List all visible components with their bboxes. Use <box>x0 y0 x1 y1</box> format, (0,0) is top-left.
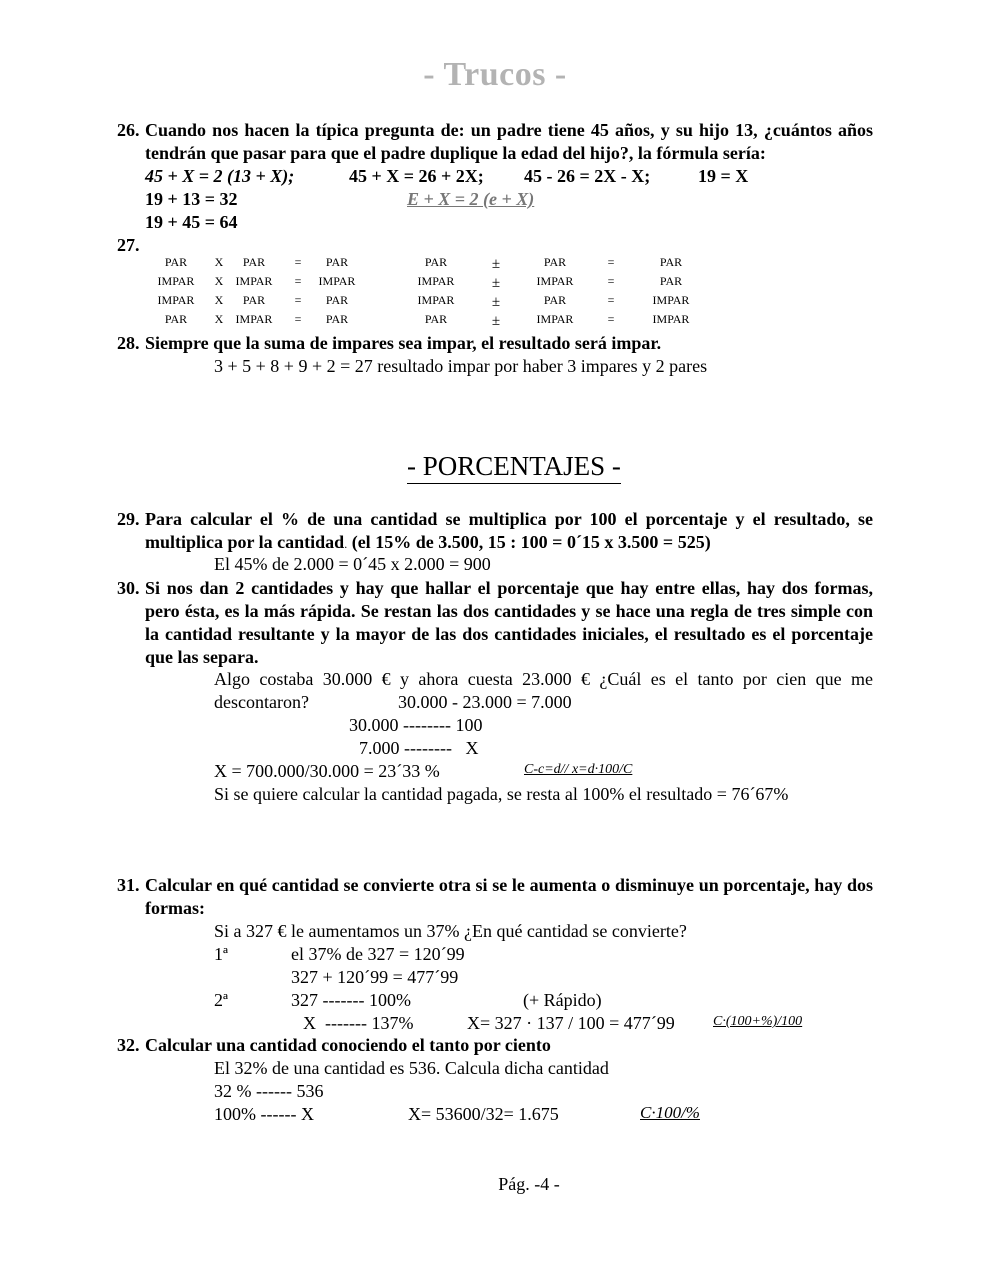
item-number-31: 31. <box>117 875 140 895</box>
page-number: Pág. -4 - <box>498 1174 560 1194</box>
item-31-question: Si a 327 € le aumentamos un 37% ¿En qué cantidad se convierte? <box>214 921 687 941</box>
item-30-text: Si nos dan 2 cantidades y hay que hallar el porcentaje que hay entre ellas, hay dos formas, pero ésta, es la más rápida. Se restan las dos cantidades y se hace una regla de tres simple con la cantidad resultante y la mayor de las dos cantidades iniciales, el resultado es el porcentaje que las separa. <box>145 578 873 667</box>
mult-cell-r2-c2: X <box>214 274 224 288</box>
method-2-formula: C·(100+%)/100 <box>713 1014 803 1029</box>
formula-1: 45 + X = 2 (13 + X); <box>145 166 295 186</box>
sum-cell-r3-c5: IMPAR <box>652 293 690 307</box>
sum-cell-r1-c3: PAR <box>543 255 567 269</box>
sum-cell-r2-c5: PAR <box>659 274 683 288</box>
item-28-example: 3 + 5 + 8 + 9 + 2 = 27 resultado impar por haber 3 impares y 2 pares <box>214 356 708 376</box>
formula-general: E + X = 2 (e + X) <box>407 189 535 209</box>
item-30-example-line1: Algo costaba 30.000 € y ahora cuesta 23.000 € ¿Cuál es el tanto por cien que me <box>214 669 873 689</box>
item-30-note: Si se quiere calcular la cantidad pagada, se resta al 100% el resultado = 76´67% <box>214 784 789 804</box>
mult-cell-r4-c1: PAR <box>164 312 188 326</box>
item-29-text-tail: (el 15% de 3.500, 15 : 100 = 0´15 x 3.500 = 525) <box>347 532 711 552</box>
mult-cell-r4-c4: = <box>294 312 302 326</box>
sum-cell-r4-c2: ± <box>491 313 501 329</box>
item-30-rule-line2: 7.000 -------- X <box>359 738 479 758</box>
method-2-line2: X ------- 137% <box>303 1013 414 1033</box>
mult-cell-r2-c3: IMPAR <box>235 274 273 288</box>
item-number-28: 28. <box>117 333 140 353</box>
sum-cell-r2-c1: IMPAR <box>417 274 455 288</box>
item-number-27: 27. <box>117 235 140 255</box>
section-title-text: - PORCENTAJES - <box>407 451 621 481</box>
item-32-formula: C·100/% <box>640 1103 700 1122</box>
item-26-text: Cuando nos hacen la típica pregunta de: un padre tiene 45 años, y su hijo 13, ¿cuántos años tendrán que pasar para que el padre duplique la edad del hijo?, la fórmula sería: <box>145 120 873 163</box>
sum-cell-r1-c4: = <box>607 255 615 269</box>
sum-cell-r3-c3: PAR <box>543 293 567 307</box>
mult-cell-r2-c5: IMPAR <box>318 274 356 288</box>
item-number-32: 32. <box>117 1035 140 1055</box>
sum-cell-r3-c2: ± <box>491 294 501 310</box>
item-30-result: X = 700.000/30.000 = 23´33 % <box>214 761 440 781</box>
item-29-text-main: Para calcular el % de una cantidad se multiplica por 100 el porcentaje y el resultado, se multiplica por la cantidad <box>145 509 873 552</box>
mult-cell-r1-c2: X <box>214 255 224 269</box>
mult-cell-r2-c1: IMPAR <box>157 274 195 288</box>
item-30-rule-line1: 30.000 -------- 100 <box>349 715 483 735</box>
item-32-calc: X= 53600/32= 1.675 <box>408 1104 559 1124</box>
formula-4: 19 = X <box>698 166 749 186</box>
sum-cell-r3-c4: = <box>607 293 615 307</box>
mult-cell-r3-c3: PAR <box>242 293 266 307</box>
item-number-26: 26. <box>117 120 140 140</box>
item-30-example-line2b: 30.000 - 23.000 = 7.000 <box>398 692 572 712</box>
sum-cell-r4-c1: PAR <box>424 312 448 326</box>
item-32-rule-line2: 100% ------ X <box>214 1104 314 1124</box>
method-2-note: (+ Rápido) <box>523 990 602 1010</box>
mult-cell-r4-c5: PAR <box>325 312 349 326</box>
formula-2: 45 + X = 26 + 2X; <box>349 166 484 186</box>
mult-cell-r3-c1: IMPAR <box>157 293 195 307</box>
method-2-line1: 327 ------- 100% <box>291 990 411 1010</box>
method-1-line2: 327 + 120´99 = 477´99 <box>291 967 459 987</box>
mult-cell-r1-c3: PAR <box>242 255 266 269</box>
sum-cell-r1-c1: PAR <box>424 255 448 269</box>
formula-7: 19 + 45 = 64 <box>145 212 238 232</box>
mult-cell-r4-c2: X <box>214 312 224 326</box>
item-32-example: El 32% de una cantidad es 536. Calcula dicha cantidad <box>214 1058 609 1078</box>
sum-cell-r4-c3: IMPAR <box>536 312 574 326</box>
mult-cell-r3-c4: = <box>294 293 302 307</box>
item-30-example-line2a: descontaron? <box>214 692 309 712</box>
mult-cell-r1-c1: PAR <box>164 255 188 269</box>
section-title <box>407 451 621 484</box>
method-2-calc: X= 327 · 137 / 100 = 477´99 <box>467 1013 675 1033</box>
sum-cell-r1-c5: PAR <box>659 255 683 269</box>
item-32-rule-line1: 32 % ------ 536 <box>214 1081 324 1101</box>
mult-cell-r1-c5: PAR <box>325 255 349 269</box>
sum-cell-r2-c3: IMPAR <box>536 274 574 288</box>
sum-cell-r2-c4: = <box>607 274 615 288</box>
item-32-text: Calcular una cantidad conociendo el tanto por ciento <box>145 1035 551 1055</box>
item-number-30: 30. <box>117 578 140 598</box>
sum-cell-r2-c2: ± <box>491 275 501 291</box>
sum-cell-r4-c5: IMPAR <box>652 312 690 326</box>
sum-cell-r3-c1: IMPAR <box>417 293 455 307</box>
method-1-label: 1ª <box>214 944 228 964</box>
sum-cell-r1-c2: ± <box>491 256 501 272</box>
item-29-example: El 45% de 2.000 = 0´45 x 2.000 = 900 <box>214 554 491 574</box>
method-2-label: 2ª <box>214 990 228 1010</box>
method-1-line1: el 37% de 327 = 120´99 <box>291 944 465 964</box>
item-29-text <box>145 508 873 556</box>
mult-cell-r2-c4: = <box>294 274 302 288</box>
mult-cell-r3-c2: X <box>214 293 224 307</box>
formula-3: 45 - 26 = 2X - X; <box>524 166 651 186</box>
sum-cell-r4-c4: = <box>607 312 615 326</box>
mult-cell-r4-c3: IMPAR <box>235 312 273 326</box>
mult-cell-r1-c4: = <box>294 255 302 269</box>
item-26-formula-row <box>145 165 294 188</box>
page-header-title: - Trucos - <box>423 56 567 93</box>
item-30-formula: C-c=d// x=d·100/C <box>524 762 633 777</box>
formula-5: 19 + 13 = 32 <box>145 189 238 209</box>
item-31-text: Calcular en qué cantidad se convierte otra si se le aumenta o disminuye un porcentaje, hay dos formas: <box>145 875 873 918</box>
item-29-text-dot: . <box>344 537 348 551</box>
item-28-text: Siempre que la suma de impares sea impar, el resultado será impar. <box>145 333 662 353</box>
item-number-29: 29. <box>117 509 140 529</box>
mult-cell-r3-c5: PAR <box>325 293 349 307</box>
